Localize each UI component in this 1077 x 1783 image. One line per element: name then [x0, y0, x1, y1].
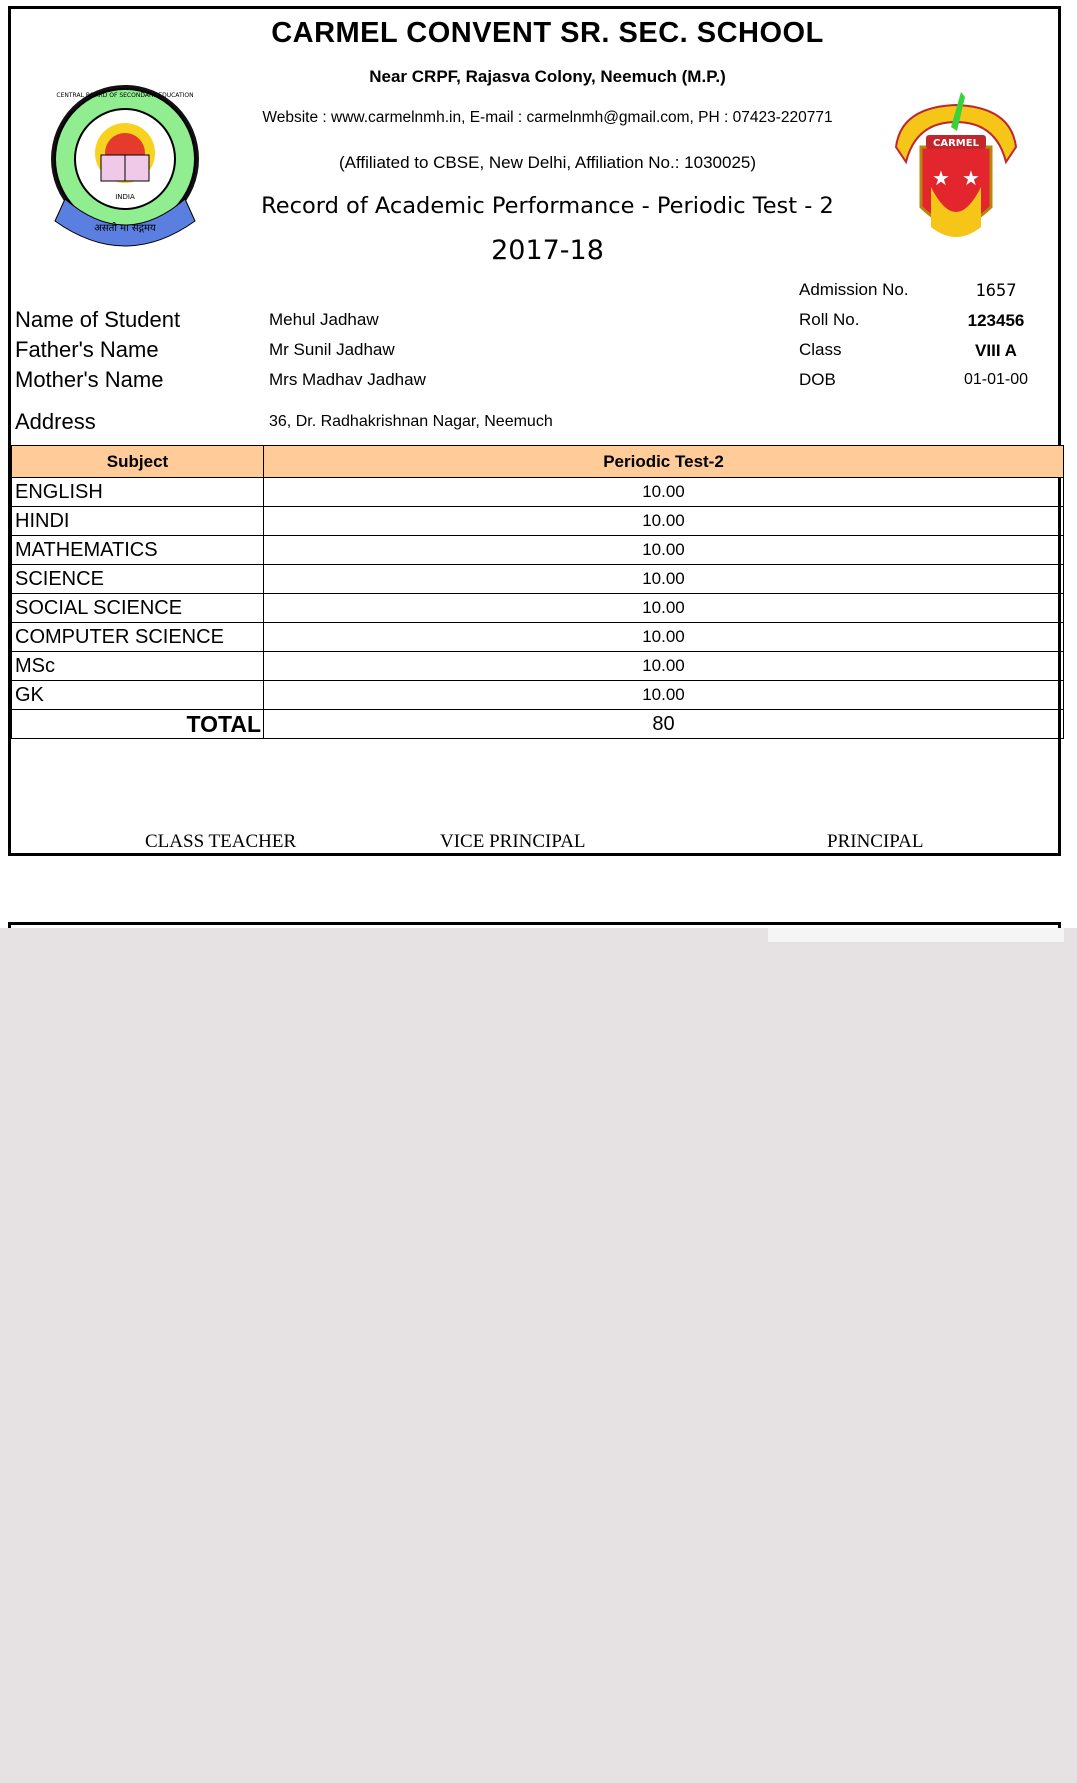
subject-header: Subject: [12, 446, 264, 478]
subject-cell: GK: [12, 681, 264, 710]
marks-table: [11, 445, 1064, 739]
report-card: [8, 6, 1061, 856]
mark-cell: 10.00: [264, 652, 1064, 681]
admission-label: Admission No.: [799, 280, 909, 299]
roll-number: 123456: [967, 311, 1025, 330]
mark-cell: 10.00: [264, 507, 1064, 536]
subject-cell: MATHEMATICS: [12, 536, 264, 565]
school-name: CARMEL CONVENT SR. SEC. SCHOOL: [271, 17, 824, 49]
total-label: TOTAL: [12, 710, 264, 739]
roll-label: Roll No.: [799, 310, 860, 329]
mark-cell: 10.00: [264, 681, 1064, 710]
session-year: 2017-18: [491, 235, 604, 266]
address-label: Address: [15, 409, 96, 434]
table-row: [12, 681, 1064, 710]
star-icon: ★: [932, 168, 950, 190]
record-title: Record of Academic Performance - Periodic Test - 2: [261, 193, 834, 219]
table-header-row: [12, 446, 1064, 478]
class-teacher-signature: CLASS TEACHER: [145, 831, 297, 852]
subject-cell: SOCIAL SCIENCE: [12, 594, 264, 623]
table-row: [12, 565, 1064, 594]
subject-cell: HINDI: [12, 507, 264, 536]
subject-cell: MSc: [12, 652, 264, 681]
total-row: [12, 710, 1064, 739]
cbse-logo-ring-text: CENTRAL BOARD OF SECONDARY EDUCATION: [56, 92, 194, 99]
table-row: [12, 478, 1064, 507]
dob-label: DOB: [799, 370, 836, 389]
table-row: [12, 652, 1064, 681]
dob-value: 01-01-00: [963, 371, 1029, 388]
table-row: [12, 536, 1064, 565]
father-name-label: Father's Name: [15, 337, 159, 362]
subject-cell: COMPUTER SCIENCE: [12, 623, 264, 652]
subject-cell: ENGLISH: [12, 478, 264, 507]
student-name-label: Name of Student: [15, 307, 181, 332]
school-address: Near CRPF, Rajasva Colony, Neemuch (M.P.): [369, 67, 726, 86]
mark-cell: 10.00: [264, 565, 1064, 594]
school-affiliation: (Affiliated to CBSE, New Delhi, Affiliation No.: 1030025): [338, 153, 757, 172]
table-row: [12, 507, 1064, 536]
class-value: VIII A: [975, 341, 1017, 360]
principal-signature: PRINCIPAL: [827, 831, 924, 852]
father-name: Mr Sunil Jadhaw: [269, 340, 395, 359]
cbse-logo-motto: असतो मा सद्गमय: [94, 223, 156, 234]
mark-cell: 10.00: [264, 478, 1064, 507]
table-row: [12, 594, 1064, 623]
mark-cell: 10.00: [264, 536, 1064, 565]
student-name: Mehul Jadhaw: [269, 310, 379, 329]
cbse-logo-india: INDIA: [115, 193, 135, 201]
subject-cell: SCIENCE: [12, 565, 264, 594]
star-icon: ★: [962, 168, 980, 190]
student-address: 36, Dr. Radhakrishnan Nagar, Neemuch: [269, 413, 553, 430]
mother-name-label: Mother's Name: [15, 367, 164, 392]
total-value: 80: [264, 710, 1064, 739]
test-header: Periodic Test-2: [264, 446, 1064, 478]
gray-overlay: [0, 928, 1077, 1783]
table-row: [12, 623, 1064, 652]
mark-cell: 10.00: [264, 623, 1064, 652]
vice-principal-signature: VICE PRINCIPAL: [440, 831, 586, 852]
admission-number: 1657: [975, 281, 1017, 301]
school-contact: Website : www.carmelnmh.in, E-mail : carmelnmh@gmail.com, PH : 07423-220771: [262, 109, 833, 126]
white-strip: [768, 928, 1064, 942]
mark-cell: 10.00: [264, 594, 1064, 623]
mother-name: Mrs Madhav Jadhaw: [269, 370, 426, 389]
carmel-logo-text: CARMEL: [933, 138, 979, 149]
class-label: Class: [799, 340, 842, 359]
